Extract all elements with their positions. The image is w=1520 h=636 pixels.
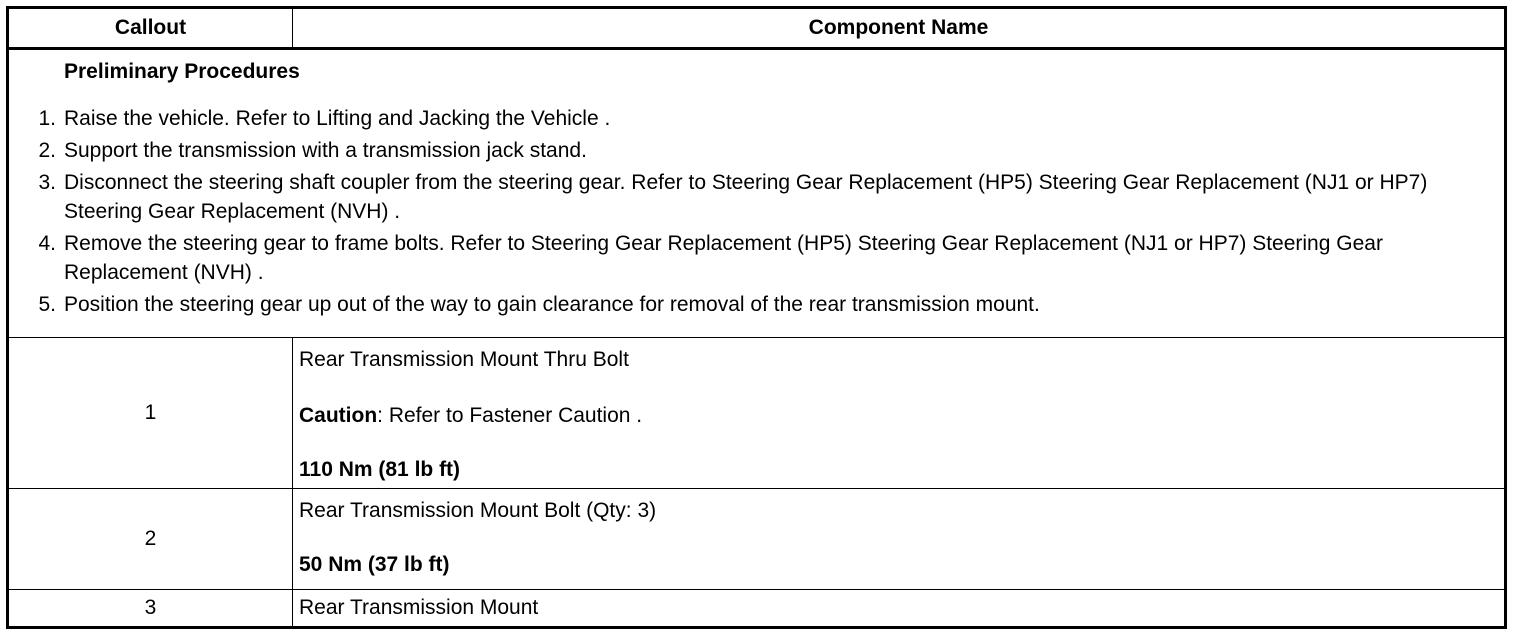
component-cell	[293, 590, 1506, 628]
header-component-name: Component Name	[293, 8, 1506, 49]
step-text: Support the transmission with a transmission jack stand.	[64, 139, 587, 162]
callout-cell: 3	[8, 590, 293, 628]
component-name: Rear Transmission Mount	[299, 596, 539, 619]
caution-line	[299, 402, 1504, 430]
list-item	[9, 136, 1504, 165]
table-row	[8, 590, 1506, 628]
step-text: Position the steering gear up out of the way to gain clearance for removal of the rear transmission mount.	[64, 293, 1040, 316]
preliminary-row	[8, 49, 1506, 338]
callout-cell: 1	[8, 338, 293, 489]
step-list	[9, 104, 1504, 319]
torque-spec: 50 Nm (37 lb ft)	[299, 553, 450, 576]
torque-spec: 110 Nm (81 lb ft)	[299, 458, 461, 481]
callout-cell: 2	[8, 489, 293, 590]
table-row	[8, 489, 1506, 590]
step-number: 1.	[38, 107, 56, 130]
component-table	[6, 6, 1507, 629]
component-cell	[293, 489, 1506, 590]
component-name: Rear Transmission Mount Thru Bolt	[299, 348, 629, 371]
list-item	[9, 229, 1504, 287]
step-text: Remove the steering gear to frame bolts. Refer to Steering Gear Replacement (HP5) Steering Gear Replacement (NJ1 or HP7) Steering Gear Replacement (NVH) .	[64, 232, 1383, 284]
component-name: Rear Transmission Mount Bolt (Qty: 3)	[299, 499, 657, 522]
component-cell	[293, 338, 1506, 489]
header-callout: Callout	[8, 8, 293, 49]
step-number: 3.	[38, 171, 56, 194]
caution-text: : Refer to Fastener Caution .	[377, 404, 643, 427]
step-number: 2.	[38, 139, 56, 162]
table-row	[8, 338, 1506, 489]
step-text: Raise the vehicle. Refer to Lifting and Jacking the Vehicle .	[64, 107, 611, 130]
caution-label: Caution	[299, 404, 378, 427]
preliminary-title: Preliminary Procedures	[64, 60, 300, 83]
step-number: 5.	[38, 293, 56, 316]
list-item	[9, 104, 1504, 133]
table-header-row	[8, 8, 1506, 49]
step-number: 4.	[38, 232, 56, 255]
list-item	[9, 168, 1504, 226]
step-text: Disconnect the steering shaft coupler from the steering gear. Refer to Steering Gear Replacement (HP5) Steering Gear Replacement (NJ1 or HP7) Steering Gear Replacement (NVH) .	[64, 171, 1428, 223]
preliminary-procedures	[8, 49, 1506, 338]
list-item	[9, 290, 1504, 319]
